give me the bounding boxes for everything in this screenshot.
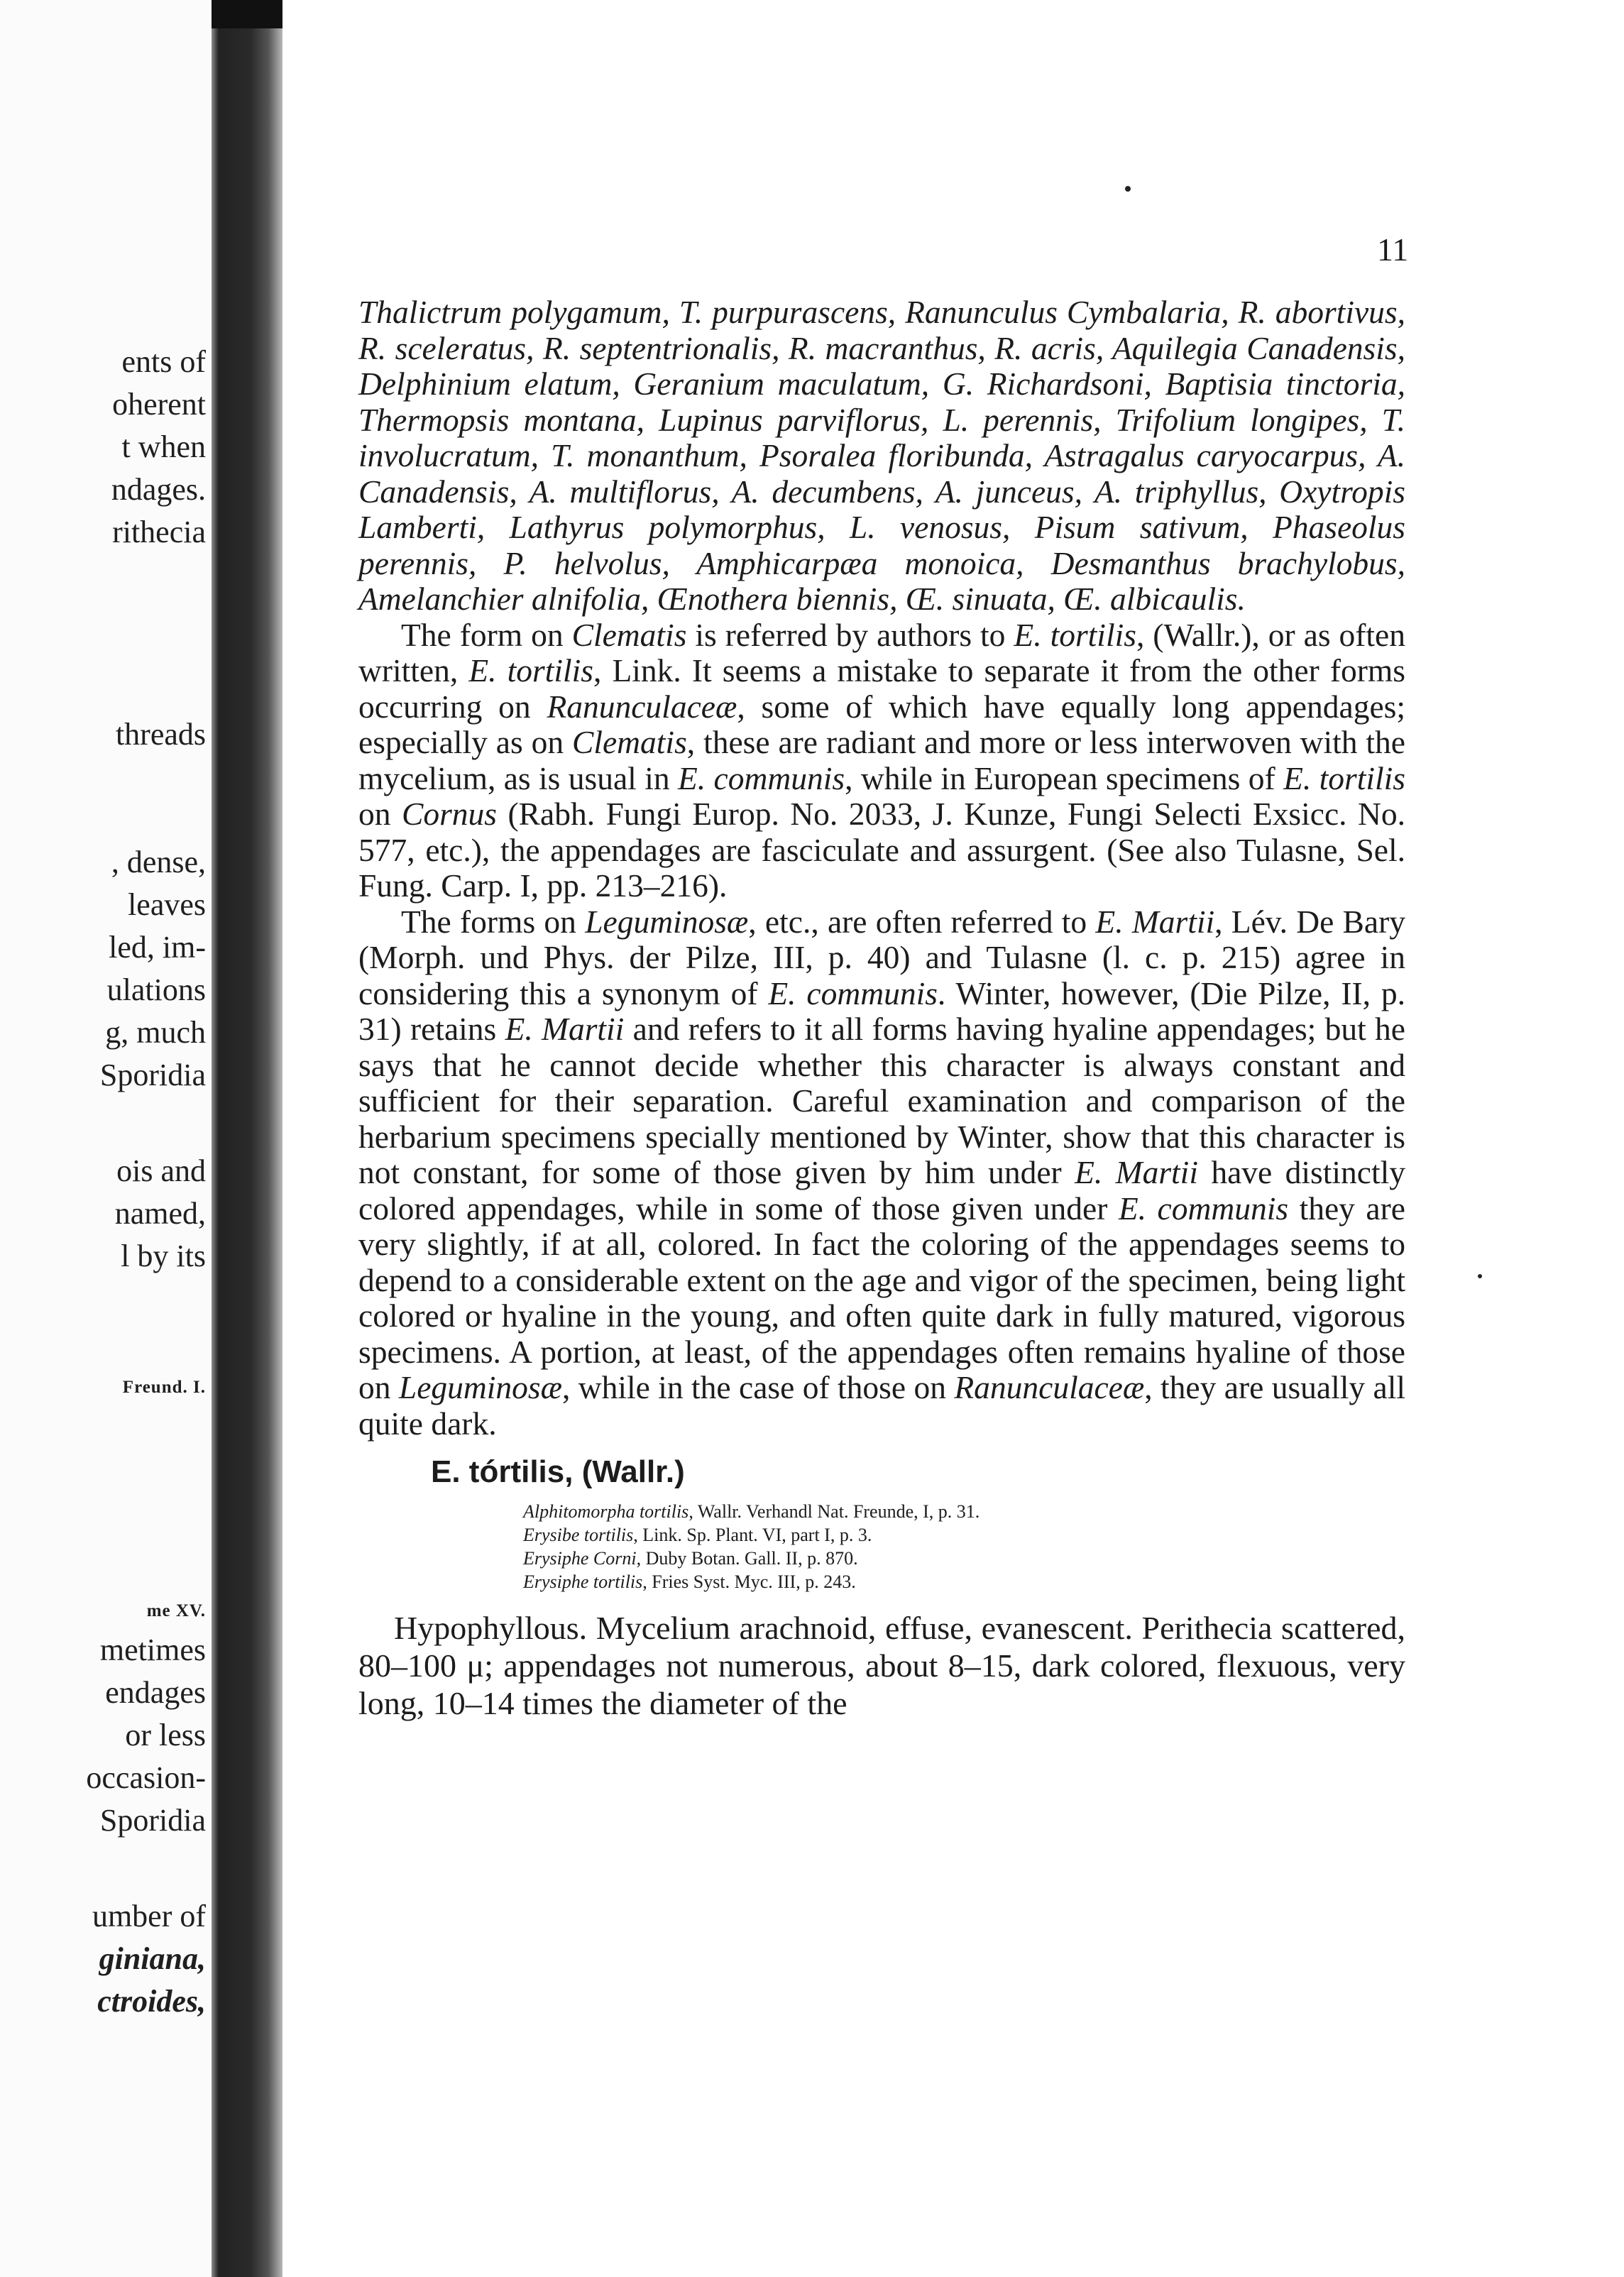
synonym-name: Alphitomorpha tortilis (523, 1501, 689, 1522)
text-run: , etc., are often referred to (748, 903, 1096, 940)
taxon-name: Cornus (402, 796, 498, 832)
facing-page-fragment: ctroides, (97, 1984, 206, 2019)
synonym-reference: , Duby Botan. Gall. II, p. 870. (636, 1548, 858, 1569)
facing-page-fragment: Freund. I. (122, 1378, 206, 1397)
facing-page-fragment: or less (125, 1718, 206, 1752)
text-run: , Lév. De Bary (Morph. und Phys. der Pilze, III, p. 40) and Tulasne (l. c. p. 215) agree in considering this a synonym of (358, 903, 1405, 1011)
text-run: they are very slightly, if at all, colored. In fact the coloring of the appendages seems to depend to a considerable extent on the age and vigor of the specimen, being light colored or hyaline in the young, and often quite dark in fully matured, vigorous specimens. A portion, at least, of the appendages often remains hyaline of those on (358, 1190, 1405, 1405)
text-run: , some of which have equally long appendages; especially as on (358, 688, 1405, 760)
facing-page-fragment: endages (105, 1675, 206, 1710)
facing-page-fragment: ndages. (111, 472, 206, 507)
scan-speck (1478, 1274, 1482, 1278)
text-run: , while in European specimens of (845, 759, 1284, 796)
scan-speck (1125, 186, 1131, 192)
text-run: is referred by authors to (686, 616, 1014, 653)
taxon-name: Clematis (571, 616, 687, 653)
species-heading: E. tórtilis, (Wallr.) (431, 1454, 685, 1489)
synonym-reference: , Link. Sp. Plant. VI, part I, p. 3. (633, 1525, 872, 1545)
species-description: Hypophyllous. Mycelium arachnoid, effuse, evanescent. Perithecia scattered, 80–100 μ; appendages not numerous, about 8–15, dark colored, flexuous, very long, 10–14 times the diameter of the (358, 1610, 1405, 1721)
taxon-name: E. tortilis (468, 652, 593, 688)
facing-page-fragment: rithecia (112, 515, 206, 549)
taxon-name: Ranunculaceæ (547, 688, 737, 725)
taxon-name: Ranunculaceæ (954, 1369, 1145, 1405)
facing-page-fragment: oherent (112, 387, 206, 422)
taxon-name: Leguminosæ (398, 1369, 562, 1405)
facing-page-fragment: g, much (105, 1015, 206, 1050)
page-number: 11 (1377, 231, 1409, 268)
text-run: have distinctly colored appendages, while in some of those given under (358, 1154, 1406, 1227)
taxon-name: E. Martii (1075, 1154, 1198, 1190)
paragraph-clematis (358, 618, 1405, 904)
taxon-name: E. tortilis (1014, 616, 1136, 653)
taxon-name: E. communis (1118, 1190, 1289, 1227)
facing-page-fragment: l by its (121, 1239, 206, 1273)
synonym-name: Erysiphe tortilis (523, 1571, 643, 1592)
text-run: The form on (401, 616, 572, 653)
facing-page-fragment: Sporidia (99, 1058, 206, 1092)
taxon-name: E. Martii (505, 1011, 625, 1047)
facing-page-fragment: ulations (106, 972, 206, 1007)
facing-page-fragment: umber of (92, 1899, 206, 1933)
synonym-entry (523, 1500, 1405, 1523)
synonym-list (358, 1500, 1405, 1593)
text-run: , while in the case of those on (561, 1369, 955, 1405)
facing-page-fragment: , dense, (111, 845, 206, 879)
text-run: , these are radiant and more or less interwoven with the mycelium, as is usual in (358, 724, 1405, 796)
facing-page-fragment: ois and (116, 1153, 206, 1188)
facing-page-fragment: ents of (121, 344, 206, 379)
facing-page-fragment: threads (115, 717, 206, 752)
facing-page-fragment: t when (121, 429, 206, 464)
synonym-entry (523, 1523, 1405, 1547)
facing-page-fragment: led, im- (109, 930, 206, 965)
facing-page-fragment: metimes (99, 1633, 206, 1667)
text-run: , they are usually all quite dark. (358, 1369, 1406, 1442)
text-run: (Rabh. Fungi Europ. No. 2033, J. Kunze, Fungi Selecti Exsicc. No. 577, etc.), the appendages are fasciculate and assurgent. (See also Tulasne, Sel. Fung. Carp. I, pp. 213–216). (358, 796, 1405, 904)
synonym-entry (523, 1570, 1405, 1593)
facing-page-fragment: giniana, (99, 1941, 206, 1976)
page-body (358, 295, 1405, 1755)
text-run: . Winter, however, (Die Pilze, II, p. 31) retains (358, 975, 1405, 1047)
taxon-name: E. communis (678, 759, 845, 796)
facing-page-fragment: Sporidia (99, 1803, 206, 1838)
facing-page-fragment: occasion- (86, 1760, 206, 1795)
gutter-shadow (212, 0, 282, 28)
taxon-name: Clematis (572, 724, 687, 760)
facing-page-fragment: leaves (128, 887, 206, 922)
synonym-name: Erysiphe Corni (523, 1548, 637, 1569)
synonym-reference: , Wallr. Verhandl Nat. Freunde, I, p. 31. (688, 1501, 980, 1522)
text-run: and refers to it all forms having hyaline appendages; but he says that he cannot decide whether this character is always constant and sufficient for their separation. Careful examination and comparison of the herbarium specimens specially mentioned by Winter, show that this character is not constant, for some of those given by him under (358, 1011, 1406, 1190)
facing-page-fragment: named, (114, 1196, 206, 1231)
paragraph-leguminosae (358, 904, 1405, 1442)
taxon-name: Leguminosæ (585, 903, 749, 940)
text-run: on (358, 796, 402, 832)
facing-page-fragment: me XV. (146, 1601, 206, 1620)
text-run: The forms on (401, 903, 586, 940)
text-run: , Link. It seems a mistake to separate it from the other forms occurring on (358, 652, 1405, 725)
synonym-reference: , Fries Syst. Myc. III, p. 243. (642, 1571, 856, 1592)
text-run: , (Wallr.), or as often written, (358, 616, 1405, 688)
taxon-name: E. Martii (1095, 903, 1215, 940)
book-gutter (212, 0, 282, 2277)
synonym-entry (523, 1547, 1405, 1570)
synonym-name: Erysibe tortilis (523, 1525, 634, 1545)
host-list: Thalictrum polygamum, T. purpurascens, Ranunculus Cymbalaria, R. abortivus, R. sceleratus, R. septentrionalis, R. macranthus, R. acris, Aquilegia Canadensis, Delphinium elatum, Geranium maculatum, G. Richardsoni, Baptisia tinctoria, Thermopsis montana, Lupinus parviflorus, L. perennis, Trifolium longipes, T. involucratum, T. monanthum, Psoralea floribunda, Astragalus caryocarpus, A. Canadensis, A. multiflorus, A. decumbens, A. junceus, A. triphyllus, Oxytropis Lamberti, Lathyrus polymorphus, L. venosus, Pisum sativum, Phaseolus perennis, P. helvolus, Amphicarpæa monoica, Desmanthus brachylobus, Amelanchier alnifolia, Œnothera biennis, Œ. sinuata, Œ. albicaulis. (358, 294, 1405, 617)
taxon-name: E. communis (768, 975, 938, 1011)
taxon-name: E. tortilis (1283, 759, 1406, 796)
